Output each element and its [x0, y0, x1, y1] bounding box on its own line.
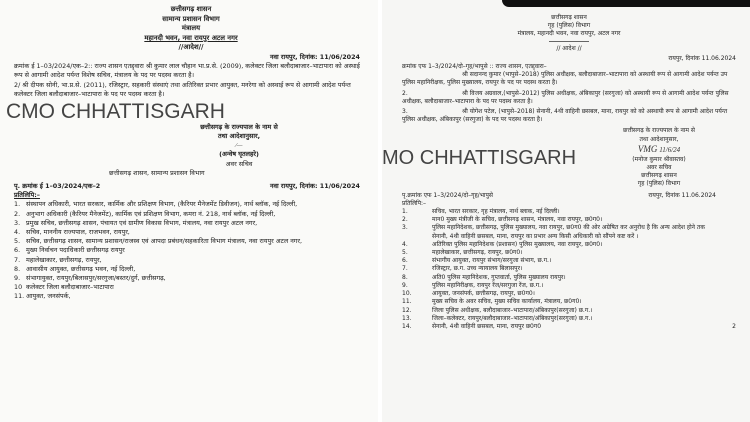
- copy-date: नवा रायपुर, दिनांक: 11/06/2024: [269, 182, 360, 191]
- copy-text: सचिव, छत्तीसगढ़ शासन, सामान्य प्रशासन/राजस्व एवं आपदा प्रबंधन/सहकारिता विभाग मंत्रालय, नवा रायपुर अटल नगर,: [26, 237, 303, 246]
- copy-item: [14, 292, 368, 301]
- copy-text: जिला पुलिस अधीक्षक, बलौदाबाजार–भाटापारा/अंबिकापुर(सरगुजा) छ.ग.।: [432, 306, 593, 314]
- copy-text: मुख्य निर्वाचन पदाधिकारी छत्तीसगढ़ रायपुर: [26, 246, 125, 255]
- closing-line: छत्तीसगढ़ के राज्यपाल के नाम से: [200, 123, 278, 132]
- copy-item: [14, 246, 368, 255]
- copy-item: [402, 241, 722, 249]
- order-para-2: श्री विजय अग्रवाल,(भापुसे–2012) पुलिस अधीक्षक, अंबिकापुर (सरगुजा) को अस्थायी रूप से आगामी आदेश पर्यन्त पुलिस अधीक्षक, बलौदाबाजार–भाटापारा के पद पर पदस्थ करता है।: [402, 89, 729, 105]
- closing-line: छत्तीसगढ़ के राज्यपाल के नाम से: [623, 127, 695, 135]
- divider: [549, 41, 589, 42]
- copy-list: [14, 200, 368, 301]
- designation: अवर सचिव: [646, 164, 672, 172]
- copy-text: मुख्य सचिव के अवर सचिव, मुख्य सचिव कार्यालय, मंत्रालय, छ0ग0।: [432, 298, 582, 306]
- copy-date: रायपुर, दिनांक 11.06.2024: [648, 191, 716, 199]
- copy-item: [14, 228, 368, 237]
- order-para-1: क्रमांक ई 1–03/2024/एक–2:: राज्य शासन एतद्द्वारा श्री कुमार लाल चौहान भा.प्र.से. (2009), कलेक्टर जिला बलौदाबाजार–भाटापारा को अस्थाई रूप से आगामी आदेश पर्यन्त विशेष सचिव, मंत्रालय के पद पर पदस्थ करता है।: [14, 62, 360, 80]
- copy-text: संस्थापन अधिकारी, भारत सरकार, कार्मिक और प्रशिक्षण विभाग, (कैरियर मैनेजमेंट डिवीजन), नार्थ ब्लॉक, नई दिल्ली,: [26, 200, 298, 209]
- signatory: (मनोज कुमार श्रीवास्तव): [632, 155, 686, 163]
- copy-number: 3.: [402, 224, 408, 232]
- copy-number: 2.: [402, 216, 408, 224]
- copy-number: 10.: [402, 290, 412, 298]
- copy-number: 1.: [402, 208, 408, 216]
- header-line: छत्तीसगढ़ शासन: [170, 5, 212, 13]
- watermark: MO CHHATTISGARH: [382, 146, 577, 169]
- address: महानदी भवन, नवा रायपुर अटल नगर: [144, 33, 238, 42]
- order-title: // आदेश //: [556, 44, 582, 52]
- header-line: मंत्रालय, महानदी भवन, नवा रायपुर, अटल नगर: [517, 30, 621, 38]
- copy-text: अतिरिक्त पुलिस महानिदेशक (प्रशासन) पुलिस मुख्यालय, नवा रायपुर, छ0ग0।: [432, 240, 603, 248]
- copy-text: जिला–कलेक्टर, रायपुर/बलौदाबाजार–भाटापारा/अंबिकापुर(सरगुजा) छ.ग.।: [432, 314, 593, 322]
- copy-number: 5.: [14, 237, 21, 246]
- copy-number: 6.: [402, 257, 408, 265]
- copy-item: [402, 224, 722, 240]
- header-line: छत्तीसगढ़ शासन: [551, 14, 587, 21]
- copy-number: 5.: [402, 249, 408, 257]
- copy-item: [402, 307, 722, 315]
- department-line: गृह (पुलिस) विभाग: [637, 180, 681, 188]
- header-line: मंत्रालय: [181, 24, 201, 33]
- copy-text: रजिस्ट्रार, छ.ग. उच्च न्यायालय बिलासपुर।: [432, 265, 523, 273]
- order-para-2: 2/ श्री दीपक सोनी, भा.प्र.से. (2011), रजिस्ट्रार, सहकारी संस्थाएं तथा अतिरिक्त प्रभार आयुक्त, मनरेगा को अस्थाई रूप से आगामी आदेश पर्यन्त कलेक्टर जिला बलौदाबाजार–भाटापारा के पद पर पदस्थ करता है।: [14, 80, 351, 98]
- place-date: रायपुर, दिनांक 11.06.2024: [668, 54, 736, 62]
- copy-text: सेनानी, 4थी वाहिनी छसबल, माना, रायपुर छ0ग0: [432, 322, 542, 330]
- signatory: (अन्वेष घृतलहरे): [219, 150, 259, 159]
- copy-number: 6.: [14, 246, 21, 255]
- copy-item: [14, 210, 368, 219]
- copy-number: 4.: [402, 240, 408, 248]
- copy-item: [14, 283, 368, 292]
- copy-number: 11.: [14, 292, 25, 301]
- copy-number: 4.: [14, 228, 21, 237]
- copy-number: 12.: [402, 306, 412, 314]
- copy-number: 7.: [402, 265, 408, 273]
- copy-number: 13.: [402, 314, 412, 322]
- copy-text: महालेखाकार, छत्तीसगढ़, रायपुर,: [26, 255, 102, 264]
- page-marker: 2: [732, 322, 736, 330]
- copy-text: आयुक्त, जनसंपर्क,: [26, 292, 71, 301]
- order-title: //आदेश//: [178, 43, 204, 52]
- copy-text: अनुभाग अधिकारी (कैरियर मैनेजमेंट), कार्मिक एवं प्रशिक्षण विभाग, कमरा नं. 218, नार्थ ब्लॉक, नई दिल्ली,: [26, 209, 276, 218]
- copy-item: [14, 256, 368, 265]
- copy-number: 9.: [14, 274, 21, 283]
- copy-text: पुलिस महानिदेशक, छत्तीसगढ़, पुलिस मुख्यालय, नवा रायपुर, छ0ग0 की ओर अग्रेषित कर अनुरोध है कि अन्य आदेश होने तक सेनानी, 4थी वाहिनी छसबल, माना, रायपुर का प्रभार अन्य किसी अधिकारी को सौंपने कष्ट करें ।: [432, 224, 705, 240]
- signature-date: 11/6/24: [659, 145, 681, 154]
- copy-item: [402, 265, 722, 273]
- signature-icon: ⁄—: [235, 142, 243, 150]
- department: छत्तीसगढ़ शासन, सामान्य प्रशासन विभाग: [109, 168, 205, 177]
- closing-line: तथा आदेशानुसार,: [639, 135, 679, 143]
- copy-number: 14.: [402, 322, 412, 330]
- para-number: 3.: [402, 108, 408, 116]
- order-ref: क्रमांक एफ 1–3/2024/दो–गृह/भापुसे :: राज्य शासन, एतद्द्वारा–: [402, 63, 547, 71]
- copy-number: 8.: [402, 273, 408, 281]
- copy-item: [14, 274, 368, 283]
- copy-number: 1.: [14, 200, 21, 209]
- copy-text: अति0 पुलिस महानिदेशक, गुप्तवार्ता, पुलिस मुख्यालय रायपुर।: [432, 273, 566, 281]
- copy-text: पुलिस महानिरीक्षक, रायपुर रेंज/सरगुजा रेंज, छ.ग.।: [432, 281, 544, 289]
- signature-icon: VMG: [637, 143, 658, 154]
- copy-text: संभागीय आयुक्त, रायपुर संभाग/सरगुजा संभाग, छ.ग.।: [432, 257, 552, 265]
- copy-item: [402, 282, 722, 290]
- copy-ref: पृ. क्रमांक ई 1–03/2024/एक–2: [14, 182, 101, 191]
- copy-text: सचिव, माननीय राज्यपाल, राजभवन, रायपुर,: [26, 228, 130, 237]
- copy-number: 3.: [14, 218, 21, 227]
- copy-ref: पृ.क्रमांक एफ 1–3/2024/दो–गृह/भापुसे: [402, 191, 493, 199]
- copy-text: प्रमुख सचिव, छत्तीसगढ़ शासन, पंचायत एवं ग्रामीण विकास विभाग, मंत्रालय, नवा रायपुर अटल नगर,: [26, 218, 258, 227]
- copy-item: [402, 323, 722, 331]
- copy-number: 8.: [14, 264, 21, 273]
- copy-item: [14, 265, 368, 274]
- copy-number: 7.: [14, 255, 21, 264]
- header-line: गृह (पुलिस) विभाग: [547, 22, 591, 30]
- place-date: नवा रायपुर, दिनांक: 11/06/2024: [269, 52, 360, 61]
- copy-text: आयुक्त, जनसंपर्क, छत्तीसगढ़, रायपुर, छ0ग0।: [432, 290, 535, 298]
- order-para-1: श्री सदानन्द कुमार (भापुसे–2018) पुलिस अधीक्षक, बलौदाबाजार–भाटापारा को अस्थायी रूप से आगामी आदेश पर्यन्त उप पुलिस महानिरीक्षक, पुलिस मुख्यालय, रायपुर के पद पर पदस्थ करता है।: [402, 71, 728, 87]
- copy-item: [402, 298, 722, 306]
- order-para-3: श्री योगेश पटेल, (भापुसे–2018) सेनानी, 4थी वाहिनी छसबल, माना, रायपुर को को अस्थायी रूप से आगामी आदेश पर्यन्त पुलिस अधीक्षक, अंबिकापुर (सरगुजा) के पद पर पदस्थ करता है।: [402, 108, 728, 124]
- home-dept-order-page: [382, 0, 750, 422]
- copy-item: [402, 315, 722, 323]
- copy-item: [14, 237, 368, 246]
- copy-list: [402, 208, 722, 331]
- copy-text: सचिव, भारत सरकार, गृह मंत्रालय, नार्थ ब्लाक, नई दिल्ली।: [432, 208, 560, 216]
- copy-number: 10: [14, 283, 23, 292]
- copy-label: प्रतिलिपि:–: [14, 191, 40, 200]
- copy-text: कलेक्टर जिला बलौदाबाजार–भाटापारा: [26, 283, 114, 292]
- copy-item: [14, 219, 368, 228]
- para-number: 2.: [402, 89, 408, 97]
- department-line: छत्तीसगढ़ शासन: [641, 172, 677, 180]
- designation: अवर सचिव: [225, 159, 253, 168]
- copy-text: संभागायुक्त, रायपुर/बिलासपुर/सरगुजा/बस्तर/दुर्ग, छत्तीसगढ़,: [26, 274, 166, 283]
- copy-number: 11.: [402, 298, 412, 306]
- photo-edge-shadow: [502, 0, 750, 7]
- copy-text: महालेखाकार, छत्तीसगढ़, रायपुर, छ0ग0।: [432, 249, 523, 257]
- copy-item: [14, 200, 368, 209]
- watermark: CMO CHHATTISGARH: [6, 99, 225, 123]
- closing-line: तथा आदेशानुसार,: [217, 132, 261, 141]
- copy-item: [402, 274, 722, 282]
- copy-label: प्रतिलिपि:–: [402, 199, 426, 207]
- copy-text: मान0 मुख्य मंत्रीजी के सचिव, छत्तीसगढ़ शासन, मंत्रालय, नवा रायपुर, छ0ग0।: [432, 216, 603, 224]
- copy-number: 2.: [14, 209, 21, 218]
- header-line: सामान्य प्रशासन विभाग: [162, 14, 220, 23]
- copy-text: आवासीय आयुक्त, छत्तीसगढ़ भवन, नई दिल्ली,: [26, 264, 136, 273]
- copy-number: 9.: [402, 281, 408, 289]
